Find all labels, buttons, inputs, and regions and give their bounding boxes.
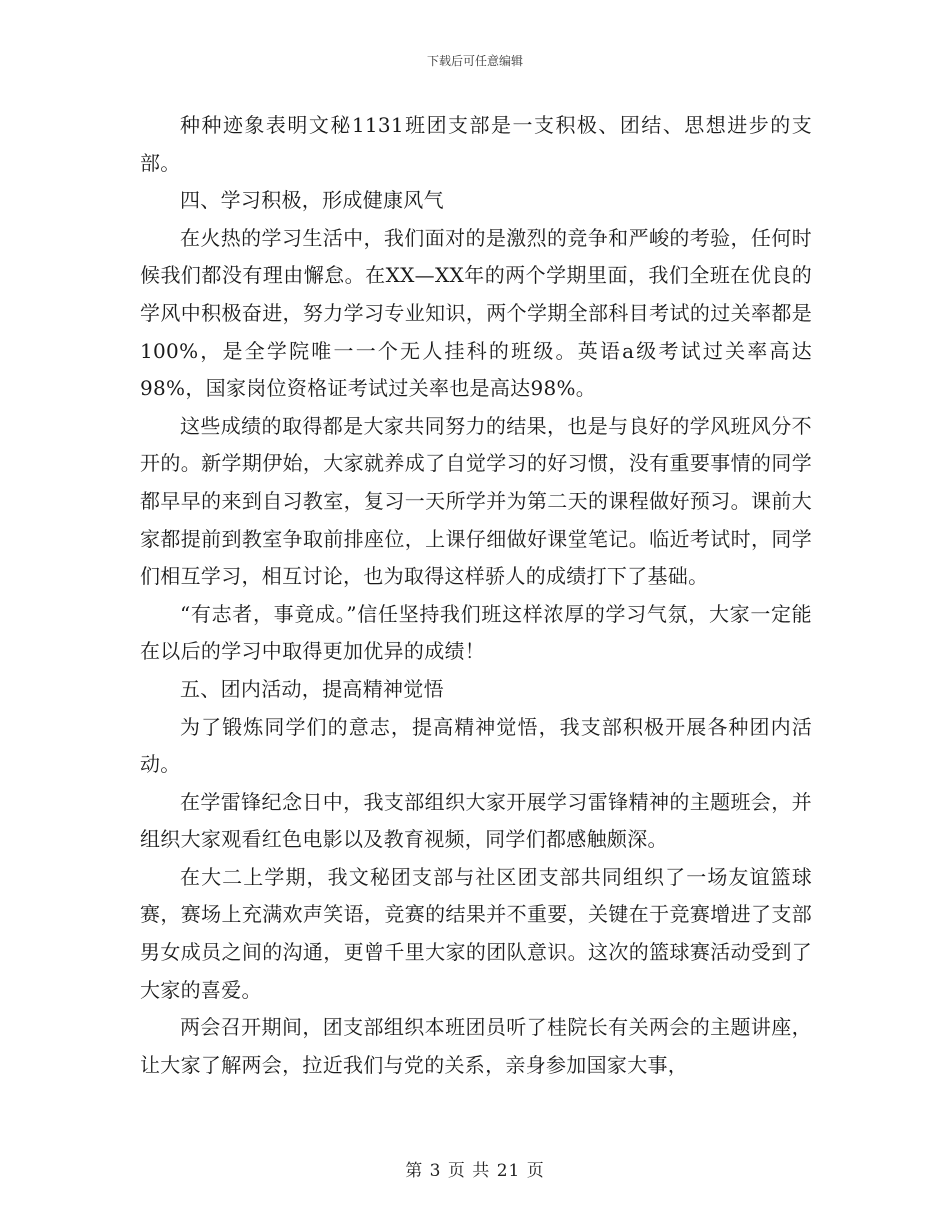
paragraph: 在学雷锋纪念日中，我支部组织大家开展学习雷锋精神的主题班会，并组织大家观看红色电影以及教育视频，同学们都感触颇深。: [140, 789, 812, 852]
paragraph: “有志者，事竟成。”信任坚持我们班这样浓厚的学习气氛，大家一定能在以后的学习中取得更加优异的成绩！: [140, 601, 812, 664]
document-body: [140, 107, 812, 1084]
download-note: 下载后可任意编辑: [426, 54, 523, 68]
section-heading: 五、团内活动，提高精神觉悟: [180, 676, 444, 701]
page-number: 第 3 页 共 21 页: [405, 1161, 545, 1181]
section-heading: 四、学习积极，形成健康风气: [180, 188, 444, 213]
paragraph: 在火热的学习生活中，我们面对的是激烈的竞争和严峻的考验，任何时候我们都没有理由懈怠。在XX—XX年的两个学期里面，我们全班在优良的学风中积极奋进，努力学习专业知识，两个学期全部科目考试的过关率都是100%，是全学院唯一一个无人挂科的班级。英语a级考试过关率高达98%，国家岗位资格证考试过关率也是高达98%。: [140, 225, 812, 401]
paragraph: 为了锻炼同学们的意志，提高精神觉悟，我支部积极开展各种团内活动。: [140, 714, 812, 777]
paragraph: 在大二上学期，我文秘团支部与社区团支部共同组织了一场友谊篮球赛，赛场上充满欢声笑语，竞赛的结果并不重要，关键在于竞赛增进了支部男女成员之间的沟通，更曾千里大家的团队意识。这次的篮球赛活动受到了大家的喜爱。: [140, 864, 812, 1002]
paragraph: 这些成绩的取得都是大家共同努力的结果，也是与良好的学风班风分不开的。新学期伊始，大家就养成了自觉学习的好习惯，没有重要事情的同学都早早的来到自习教室，复习一天所学并为第二天的课程做好预习。课前大家都提前到教室争取前排座位，上课仔细做好课堂笔记。临近考试时，同学们相互学习，相互讨论，也为取得这样骄人的成绩打下了基础。: [140, 413, 812, 589]
paragraph: 种种迹象表明文秘1131班团支部是一支积极、团结、思想进步的支部。: [140, 113, 812, 175]
paragraph: 两会召开期间，团支部组织本班团员听了桂院长有关两会的主题讲座，让大家了解两会，拉近我们与党的关系，亲身参加国家大事，: [140, 1015, 812, 1077]
